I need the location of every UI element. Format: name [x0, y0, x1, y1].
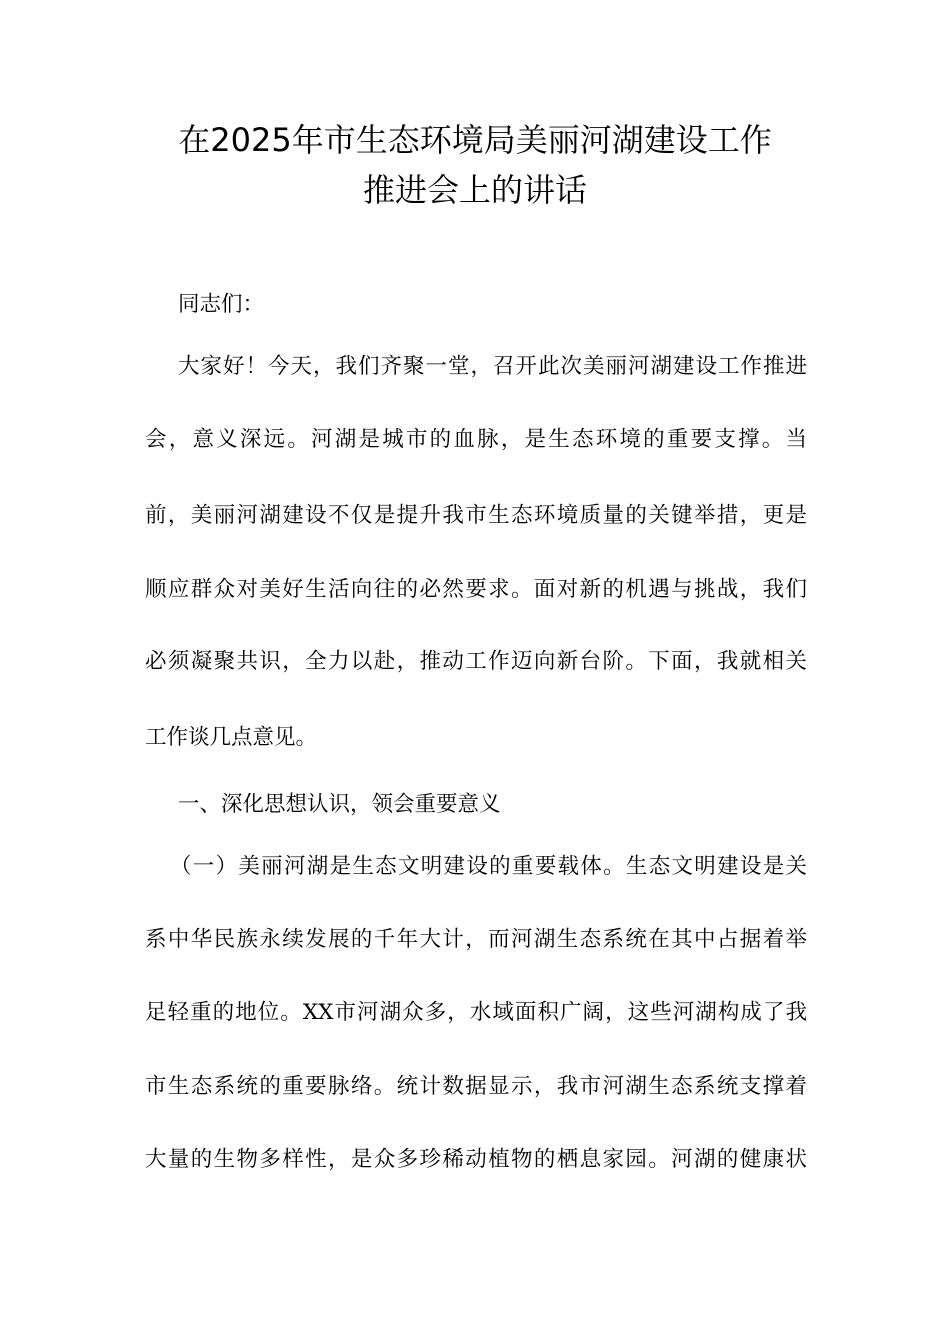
paragraph-line: （一）美丽河湖是生态文明建设的重要载体。生态文明建设是关 [170, 854, 807, 879]
paragraph-line: 市生态系统的重要脉络。统计数据显示，我市河湖生态系统支撑着 [145, 1074, 807, 1099]
salutation: 同志们： [178, 292, 265, 317]
paragraph-line: 足轻重的地位。XX市河湖众多，水域面积广阔，这些河湖构成了我 [145, 1000, 807, 1025]
paragraph-line: 大量的生物多样性，是众多珍稀动植物的栖息家园。河湖的健康状 [145, 1147, 807, 1172]
paragraph-line: 前，美丽河湖建设不仅是提升我市生态环境质量的关键举措，更是 [145, 503, 807, 528]
paragraph-line: 顺应群众对美好生活向往的必然要求。面对新的机遇与挑战，我们 [145, 577, 807, 602]
paragraph-line: 必须凝聚共识，全力以赴，推动工作迈向新台阶。下面，我就相关 [145, 649, 807, 674]
document-title-line-1: 在2025年市生态环境局美丽河湖建设工作 [178, 121, 772, 159]
paragraph-line: 工作谈几点意见。 [145, 725, 318, 750]
paragraph-line: 会，意义深远。河湖是城市的血脉，是生态环境的重要支撑。当 [145, 427, 807, 452]
document-title-line-2: 推进会上的讲话 [362, 171, 587, 209]
paragraph-line: 大家好！今天，我们齐聚一堂，召开此次美丽河湖建设工作推进 [178, 354, 807, 379]
section-heading: 一、深化思想认识，领会重要意义 [178, 792, 501, 817]
paragraph-line: 系中华民族永续发展的千年大计，而河湖生态系统在其中占据着举 [145, 927, 807, 952]
